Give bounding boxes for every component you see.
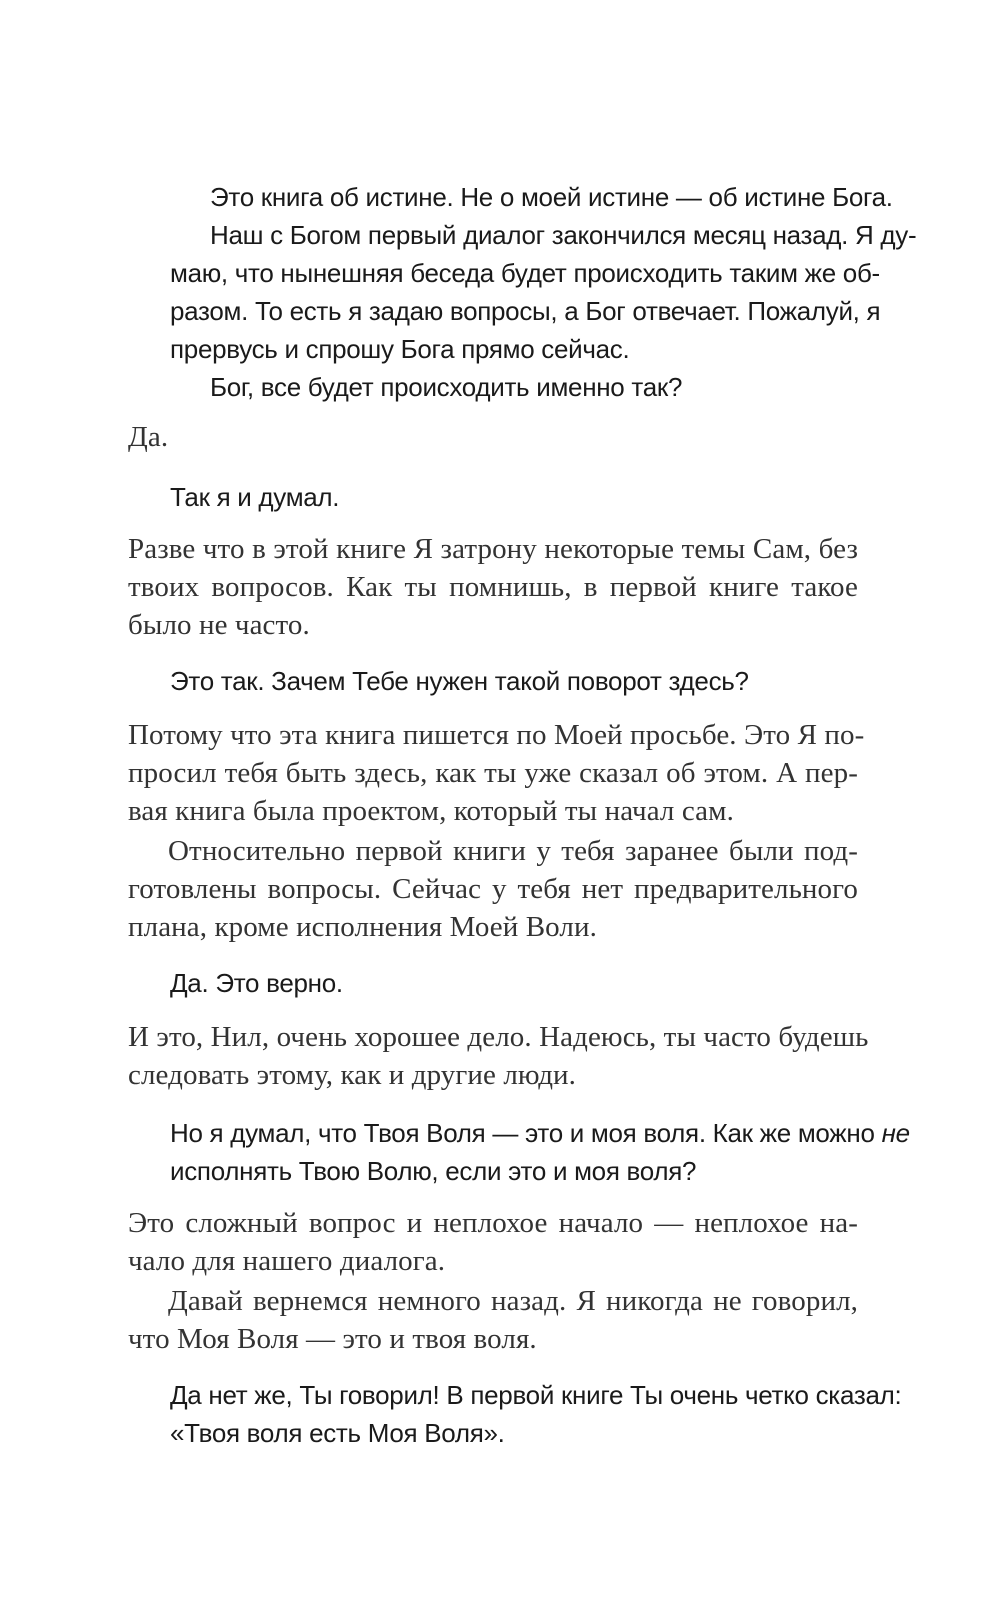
god-line: Потому что эта книга пишется по Моей просьбе. Это Я по- xyxy=(128,719,865,751)
god-line: готовлены вопросы. Сейчас у тебя нет предварительного xyxy=(128,873,858,905)
god-line: Это сложный вопрос и неплохое начало — неплохое на- xyxy=(128,1207,858,1239)
god-line: что Моя Воля — это и твоя воля. xyxy=(128,1323,537,1355)
emphasis-word: не xyxy=(881,1118,910,1148)
god-line: Относительно первой книги у тебя заранее были под- xyxy=(168,835,858,867)
human-line-text: Но я думал, что Твоя Воля — это и моя воля. Как же можно xyxy=(170,1118,875,1148)
human-line: Так я и думал. xyxy=(170,482,340,512)
human-line: Да. Это верно. xyxy=(170,968,343,998)
human-line: разом. То есть я задаю вопросы, а Бог отвечает. Пожалуй, я xyxy=(170,296,881,326)
god-line: плана, кроме исполнения Моей Воли. xyxy=(128,911,597,943)
god-line: было не часто. xyxy=(128,609,310,641)
human-line: исполнять Твою Волю, если это и моя воля? xyxy=(170,1156,697,1186)
human-line: Это книга об истине. Не о моей истине — об истине Бога. xyxy=(210,182,893,212)
god-line: И это, Нил, очень хорошее дело. Надеюсь, ты часто будешь xyxy=(128,1021,869,1053)
god-line: Давай вернемся немного назад. Я никогда не говорил, xyxy=(168,1285,858,1317)
human-line: маю, что нынешняя беседа будет происходить таким же об- xyxy=(170,258,880,288)
human-line: прервусь и спрошу Бога прямо сейчас. xyxy=(170,334,630,364)
god-line: Разве что в этой книге Я затрону некоторые темы Сам, без xyxy=(128,533,858,565)
god-line: твоих вопросов. Как ты помнишь, в первой книге такое xyxy=(128,571,858,603)
human-line: «Твоя воля есть Моя Воля». xyxy=(170,1418,505,1448)
god-line: вая книга была проектом, который ты начал сам. xyxy=(128,795,734,827)
human-line xyxy=(170,1114,910,1152)
god-line: Да. xyxy=(128,421,169,453)
human-line: Бог, все будет происходить именно так? xyxy=(210,372,683,402)
god-line: просил тебя быть здесь, как ты уже сказал об этом. А пер- xyxy=(128,757,858,789)
god-line: чало для нашего диалога. xyxy=(128,1245,446,1277)
human-line: Да нет же, Ты говорил! В первой книге Ты очень четко сказал: xyxy=(170,1380,902,1410)
god-line: следовать этому, как и другие люди. xyxy=(128,1059,577,1091)
human-line: Это так. Зачем Тебе нужен такой поворот здесь? xyxy=(170,666,749,696)
human-line: Наш с Богом первый диалог закончился месяц назад. Я ду- xyxy=(210,220,917,250)
